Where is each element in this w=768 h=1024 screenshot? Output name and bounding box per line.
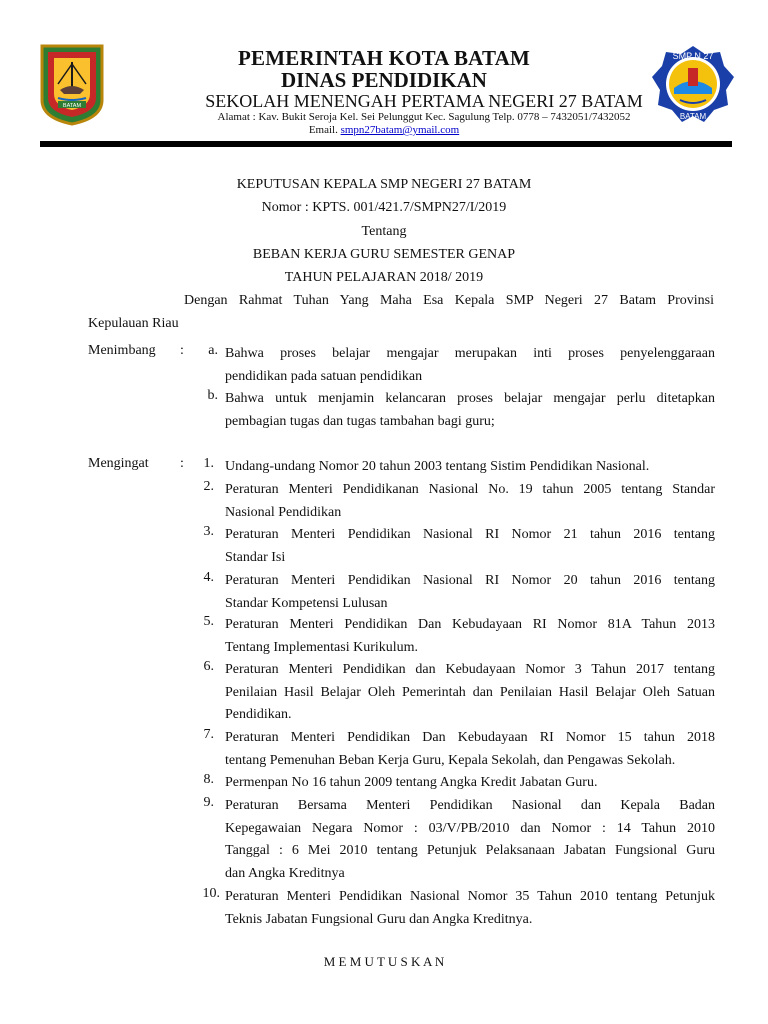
mengingat-marker-6: 6. xyxy=(203,659,214,674)
menimbang-marker-b: b. xyxy=(207,388,218,403)
mengingat-item-3-line-1: Peraturan Menteri Pendidikan Nasional RI Nomor 21 tahun 2016 tentang xyxy=(225,527,715,542)
menimbang-label: Menimbang xyxy=(88,343,156,358)
decision-heading: M E M U T U S K A N xyxy=(323,954,445,969)
mengingat-marker-2: 2. xyxy=(203,479,214,494)
menimbang-marker-a: a. xyxy=(208,343,218,358)
mengingat-colon: : xyxy=(180,456,184,471)
mengingat-item-9-line-1: Peraturan Bersama Menteri Pendidikan Nasional dan Kepala Badan xyxy=(225,798,715,813)
mengingat-item-10-line-1: Peraturan Menteri Pendidikan Nasional Nomor 35 Tahun 2010 tentang Petunjuk xyxy=(225,889,715,904)
email-label: Email. xyxy=(308,124,338,136)
mengingat-item-9-line-3: Tanggal : 6 Mei 2010 tentang Petunjuk Pelaksanaan Jabatan Fungsional Guru xyxy=(225,843,715,858)
mengingat-item-10-line-2: Teknis Jabatan Fungsional Guru dan Angka Kreditnya. xyxy=(225,911,533,927)
mengingat-item-1 xyxy=(225,456,715,479)
menimbang-colon: : xyxy=(180,343,184,358)
menimbang-item-a-line-2: pendidikan pada satuan pendidikan xyxy=(225,368,423,384)
mengingat-marker-5: 5. xyxy=(203,614,214,629)
school-name: SEKOLAH MENENGAH PERTAMA NEGERI 27 BATAM xyxy=(205,91,643,111)
school-logo-bottom-text: BATAM xyxy=(679,112,707,121)
mengingat-item-6 xyxy=(225,659,715,727)
mengingat-item-7-line-1: Peraturan Menteri Pendidikan Dan Kebudayaan RI Nomor 15 tahun 2018 xyxy=(225,730,715,745)
mengingat-marker-7: 7. xyxy=(203,727,214,742)
mengingat-item-1-line-1: Undang-undang Nomor 20 tahun 2003 tentang Sistim Pendidikan Nasional. xyxy=(225,459,650,474)
school-address: Alamat : Kav. Bukit Seroja Kel. Sei Pelunggut Kec. Sagulung Telp. 0778 – 7432051/7432052 xyxy=(217,111,631,123)
decree-subject-line-1: BEBAN KERJA GURU SEMESTER GENAP xyxy=(252,247,516,262)
menimbang-item-a-line-1: Bahwa proses belajar mengajar merupakan inti proses penyelenggaraan xyxy=(225,346,715,361)
intro-line-2: Kepulauan Riau xyxy=(88,316,179,331)
mengingat-item-9-line-2: Kepegawaian Negara Nomor : 03/V/PB/2010 dan Nomor : 14 Tahun 2010 xyxy=(225,820,715,836)
mengingat-marker-9: 9. xyxy=(203,795,214,810)
mengingat-item-8-line-1: Permenpan No 16 tahun 2009 tentang Angka Kredit Jabatan Guru. xyxy=(225,775,598,790)
header-line-1: PEMERINTAH KOTA BATAM xyxy=(238,46,530,70)
mengingat-item-5-line-1: Peraturan Menteri Pendidikan Dan Kebudayaan RI Nomor 81A Tahun 2013 xyxy=(225,617,715,632)
menimbang-item-b xyxy=(225,388,715,433)
mengingat-item-7-line-2: tentang Pemenuhan Beban Kerja Guru, Kepala Sekolah, dan Pengawas Sekolah. xyxy=(225,752,676,768)
school-logo-top-text: SMP N 27 xyxy=(672,51,714,61)
school-logo xyxy=(650,44,736,126)
mengingat-item-5 xyxy=(225,614,715,659)
mengingat-item-6-line-2: Penilaian Hasil Belajar Oleh Pemerintah dan Penilaian Hasil Belajar Oleh Satuan xyxy=(225,684,715,700)
mengingat-marker-3: 3. xyxy=(203,524,214,539)
mengingat-item-9-line-4: dan Angka Kreditnya xyxy=(225,865,345,881)
mengingat-item-4-line-2: Standar Kompetensi Lulusan xyxy=(225,595,388,611)
mengingat-marker-10: 10. xyxy=(202,886,220,901)
mengingat-marker-8: 8. xyxy=(203,772,214,787)
mengingat-item-9 xyxy=(225,795,715,885)
decree-number: Nomor : KPTS. 001/421.7/SMPN27/I/2019 xyxy=(261,200,507,215)
mengingat-item-4 xyxy=(225,570,715,615)
mengingat-item-3-line-2: Standar Isi xyxy=(225,549,286,565)
decree-title: KEPUTUSAN KEPALA SMP NEGERI 27 BATAM xyxy=(236,177,532,192)
menimbang-item-a xyxy=(225,343,715,388)
mengingat-marker-4: 4. xyxy=(203,570,214,585)
mengingat-label: Mengingat xyxy=(88,456,149,471)
mengingat-item-2-line-2: Nasional Pendidikan xyxy=(225,504,342,520)
mengingat-item-4-line-1: Peraturan Menteri Pendidikan Nasional RI Nomor 20 tahun 2016 tentang xyxy=(225,573,715,588)
mengingat-marker-1: 1. xyxy=(203,456,214,471)
mengingat-item-6-line-1: Peraturan Menteri Pendidikan dan Kebudayaan Nomor 3 Tahun 2017 tentang xyxy=(225,662,715,677)
email-link[interactable]: smpn27batam@ymail.com xyxy=(340,124,460,136)
decree-about: Tentang xyxy=(361,224,407,239)
mengingat-item-5-line-2: Tentang Implementasi Kurikulum. xyxy=(225,639,419,655)
mengingat-item-2 xyxy=(225,479,715,524)
city-logo-text: BATAM xyxy=(62,103,82,109)
header-line-2: DINAS PENDIDIKAN xyxy=(281,68,487,92)
menimbang-item-b-line-2: pembagian tugas dan tugas tambahan bagi guru; xyxy=(225,413,495,429)
mengingat-item-2-line-1: Peraturan Menteri Pendidikanan Nasional No. 19 tahun 2005 tentang Standar xyxy=(225,482,715,497)
mengingat-item-7 xyxy=(225,727,715,772)
intro-line-1: Dengan Rahmat Tuhan Yang Maha Esa Kepala SMP Negeri 27 Batam Provinsi xyxy=(184,293,714,308)
mengingat-item-10 xyxy=(225,886,715,931)
letterhead-divider xyxy=(40,141,732,147)
decree-subject-line-2: TAHUN PELAJARAN 2018/ 2019 xyxy=(284,270,484,285)
mengingat-item-6-line-3: Pendidikan. xyxy=(225,707,292,722)
mengingat-item-3 xyxy=(225,524,715,569)
mengingat-item-8 xyxy=(225,772,715,795)
menimbang-item-b-line-1: Bahwa untuk menjamin kelancaran proses belajar mengajar perlu ditetapkan xyxy=(225,391,715,406)
